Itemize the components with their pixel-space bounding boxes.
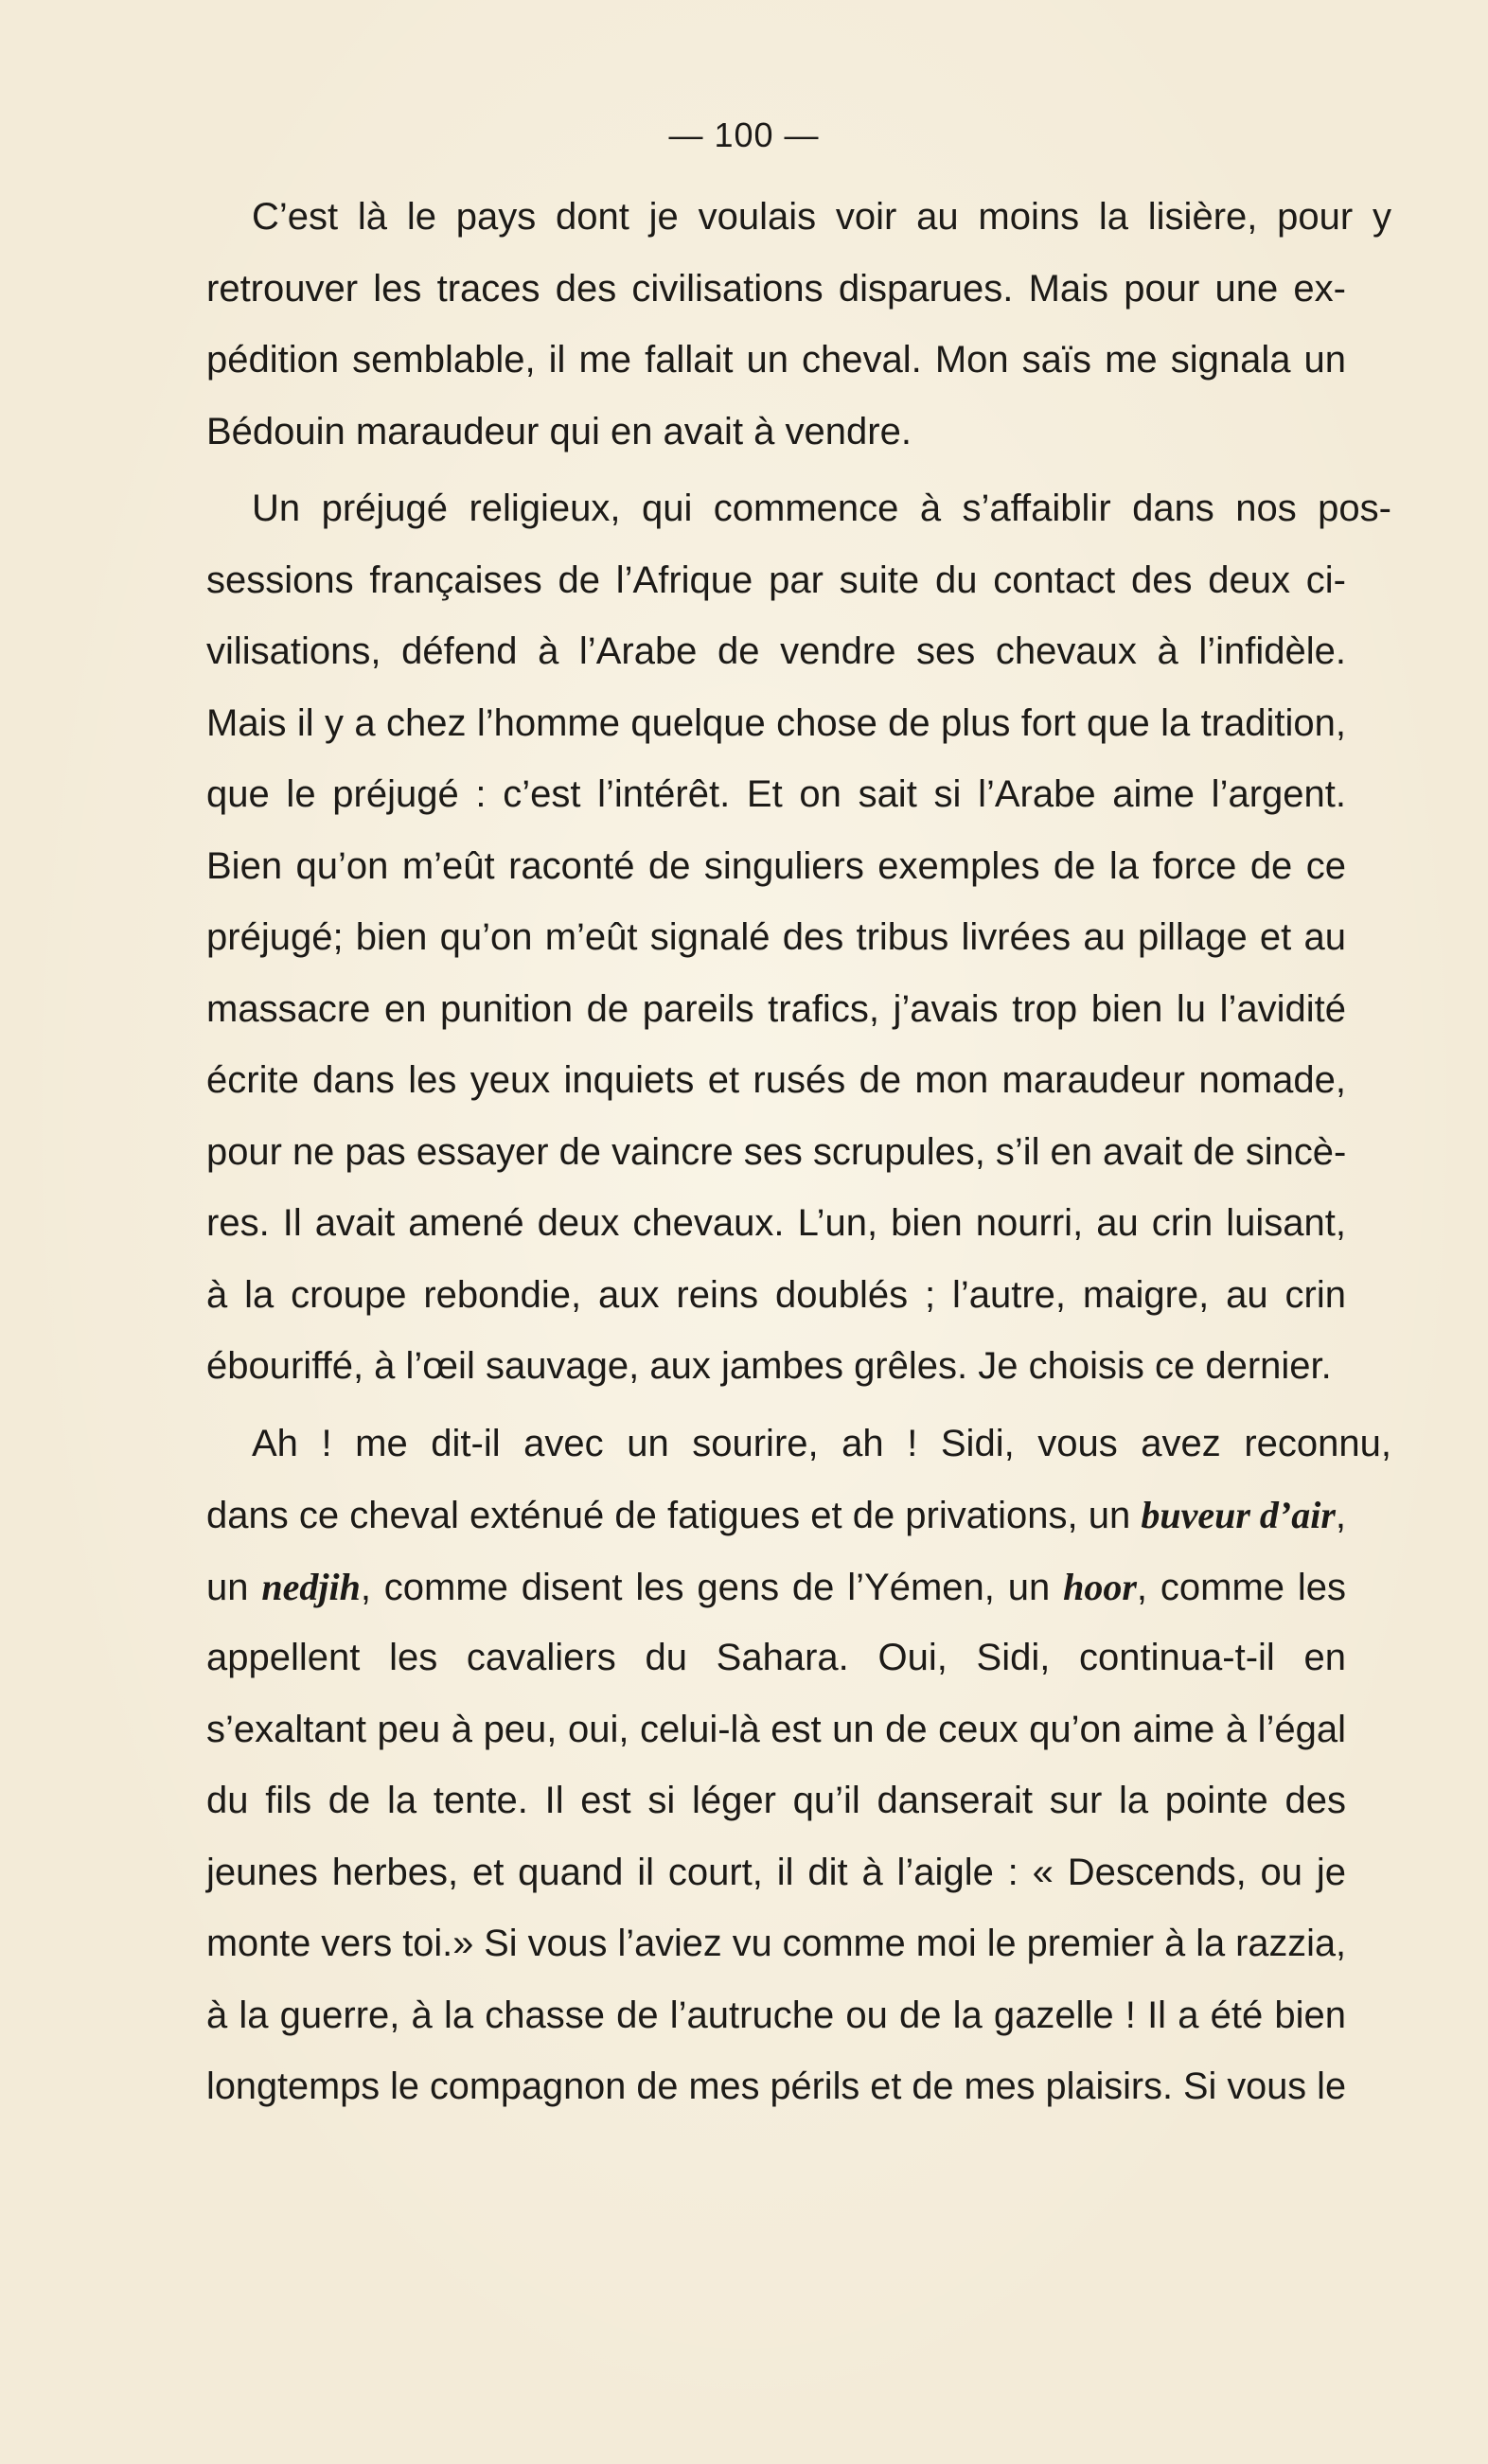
text-line: jeunes herbes, et quand il court, il dit à l’aigle : « Descends, ou je: [206, 1851, 1346, 1893]
text-line: s’exaltant peu à peu, oui, celui-là est un de ceux qu’on aime à l’égal: [206, 1708, 1346, 1750]
text-line: massacre en punition de pareils trafics, j’avais trop bien lu l’avidité: [206, 987, 1346, 1030]
text-line: C’est là le pays dont je voulais voir au moins la lisière, pour y: [252, 196, 1391, 238]
text-line: pour ne pas essayer de vaincre ses scrupules, s’il en avait de sincè-: [206, 1130, 1347, 1173]
text-line: un nedjih, comme disent les gens de l’Yémen, un hoor, comme les: [206, 1565, 1347, 1608]
text-line: Mais il y a chez l’homme quelque chose de plus fort que la tradition,: [206, 701, 1346, 744]
text-line: sessions françaises de l’Afrique par suite du contact des deux ci-: [206, 558, 1346, 601]
text-line: à la guerre, à la chasse de l’autruche ou de la gazelle ! Il a été bien: [206, 1994, 1346, 2036]
text-line: Bédouin maraudeur qui en avait à vendre.: [206, 410, 912, 452]
paragraph: [206, 473, 1391, 1403]
text-line: à la croupe rebondie, aux reins doublés ; l’autre, maigre, au crin: [206, 1273, 1346, 1316]
text-line: longtemps le compagnon de mes périls et de mes plaisirs. Si vous le: [206, 2065, 1347, 2107]
text-line: retrouver les traces des civilisations disparues. Mais pour une ex-: [206, 267, 1346, 310]
paragraph: [206, 1409, 1391, 2123]
text-line: pédition semblable, il me fallait un cheval. Mon saïs me signala un: [206, 339, 1346, 381]
text-line: res. Il avait amené deux chevaux. L’un, bien nourri, au crin luisant,: [206, 1202, 1346, 1244]
text-line: préjugé; bien qu’on m’eût signalé des tribus livrées au pillage et au: [206, 916, 1346, 958]
text-line: Bien qu’on m’eût raconté de singuliers exemples de la force de ce: [206, 844, 1346, 887]
text-line: ébouriffé, à l’œil sauvage, aux jambes grêles. Je choisis ce dernier.: [206, 1345, 1332, 1387]
paragraph: [206, 182, 1391, 468]
body-text: [206, 182, 1391, 2123]
text-line: Un préjugé religieux, qui commence à s’affaiblir dans nos pos-: [252, 487, 1391, 529]
text-line: monte vers toi.» Si vous l’aviez vu comme moi le premier à la razzia,: [206, 1923, 1347, 1964]
text-line: dans ce cheval exténué de fatigues et de privations, un buveur d’air,: [206, 1494, 1347, 1536]
text-line: écrite dans les yeux inquiets et rusés de mon maraudeur nomade,: [206, 1059, 1346, 1101]
text-line: Ah ! me dit-il avec un sourire, ah ! Sidi, vous avez reconnu,: [252, 1422, 1391, 1464]
text-line: du fils de la tente. Il est si léger qu’il danserait sur la pointe des: [206, 1780, 1346, 1821]
text-line: appellent les cavaliers du Sahara. Oui, Sidi, continua-t-il en: [206, 1637, 1346, 1678]
text-line: vilisations, défend à l’Arabe de vendre ses chevaux à l’infidèle.: [206, 630, 1346, 672]
page-number: — 100 —: [668, 115, 820, 154]
text-line: que le préjugé : c’est l’intérêt. Et on sait si l’Arabe aime l’argent.: [206, 773, 1346, 815]
